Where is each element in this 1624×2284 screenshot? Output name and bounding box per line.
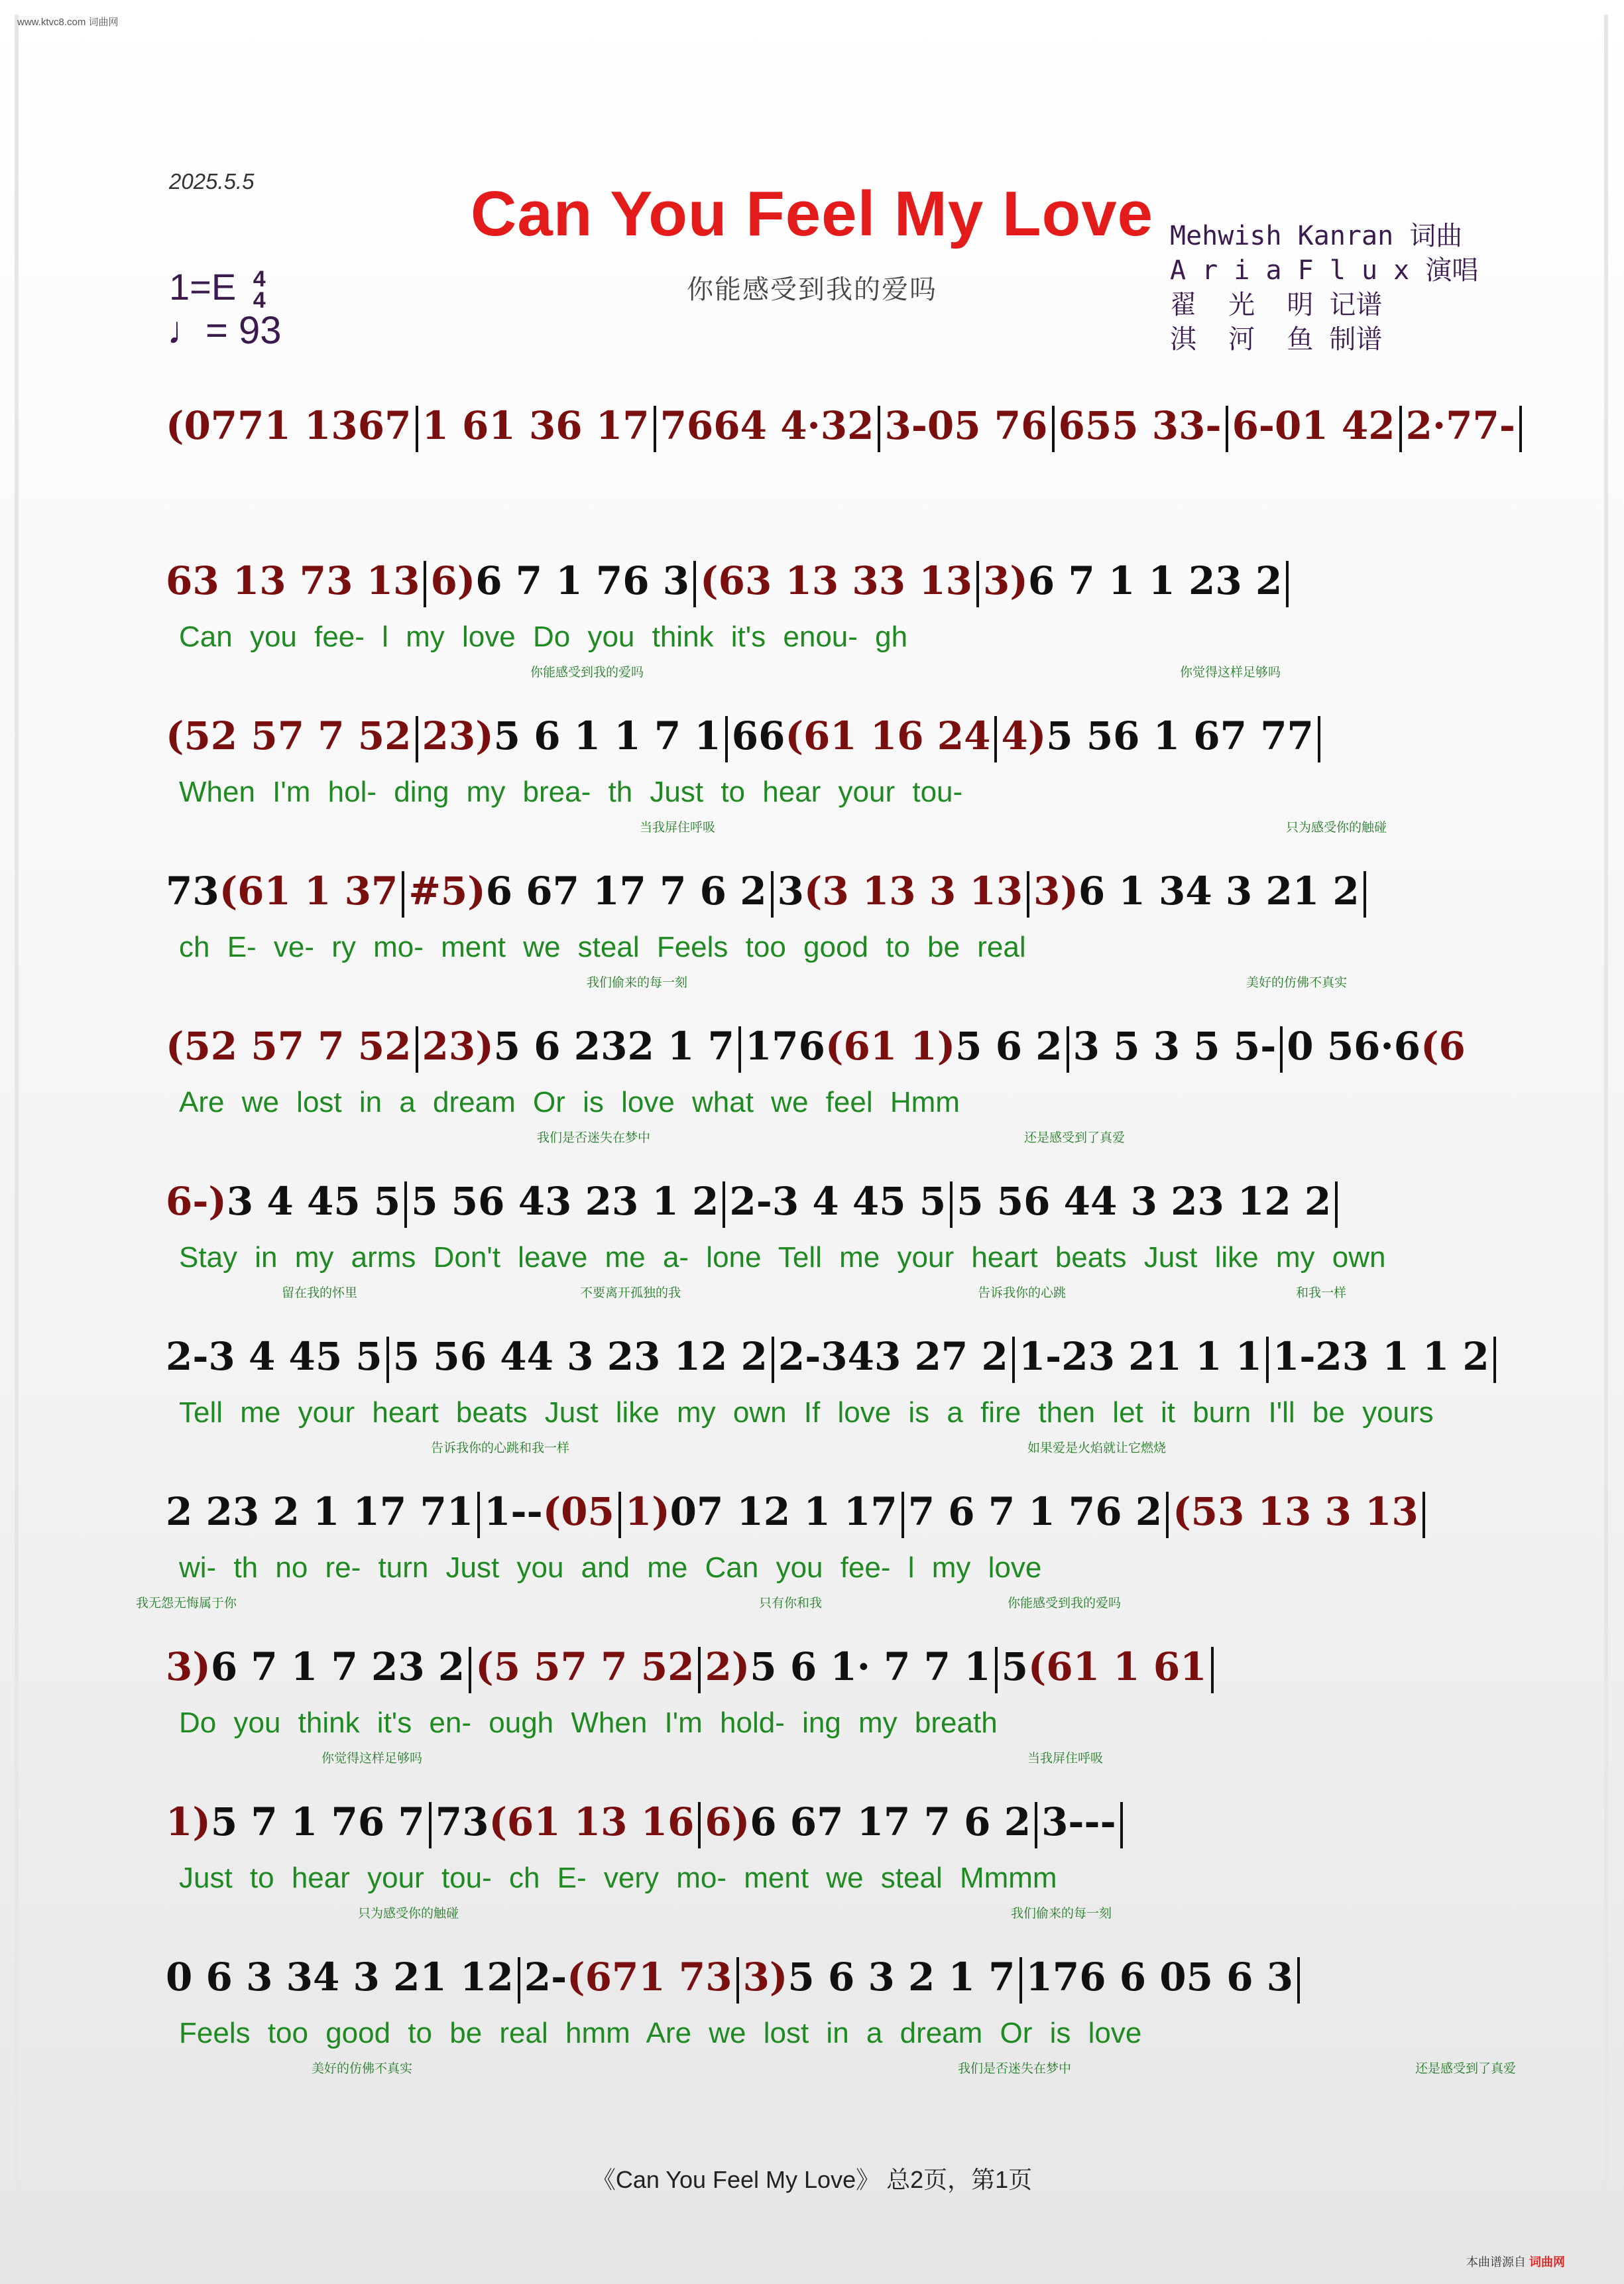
melody-notes: 2-3 4 45 5 <box>729 1179 947 1224</box>
accompaniment-notes: (5 57 7 52 <box>475 1644 695 1689</box>
date: 2025.5.5 <box>169 169 255 194</box>
melody-notes: 2-3 4 45 5 <box>166 1334 382 1379</box>
melody-notes: 73 <box>166 869 219 914</box>
notation-line <box>166 1956 1304 2004</box>
site-logo: www.ktvc8.com 词曲网 <box>17 17 119 28</box>
key-signature <box>169 265 266 314</box>
chinese-translation: 如果爱是火焰就让它燃烧 <box>1027 1441 1167 1455</box>
bar-line <box>424 561 426 607</box>
accompaniment-notes: 3) <box>1033 869 1078 914</box>
accompaniment-notes: 23) <box>422 713 494 758</box>
stamp-left: 本曲谱源自 <box>1466 2255 1526 2269</box>
tempo-marking: ♩= 93 <box>167 309 282 352</box>
accompaniment-notes: 6) <box>705 1799 750 1844</box>
accompaniment-notes: (3 13 3 13 <box>803 869 1023 914</box>
melody-notes: 5 56 44 3 23 12 2 <box>957 1179 1332 1224</box>
bar-line <box>1422 1492 1425 1538</box>
melody-notes: 176 <box>744 1024 826 1069</box>
bar-line <box>1266 1337 1269 1383</box>
melody-notes: 2-343 27 2 <box>778 1334 1008 1379</box>
chinese-translation: 不要离开孤独的我 <box>580 1286 681 1300</box>
accompaniment-notes: (61 1 61 <box>1027 1644 1207 1689</box>
chinese-translation: 当我屏住呼吸 <box>640 820 716 835</box>
accompaniment-notes: 63 13 73 13 <box>166 558 420 603</box>
bar-line <box>1226 406 1228 452</box>
chinese-translation: 只为感受你的触碰 <box>358 1906 459 1921</box>
lyrics-line: Are we lost in a dream Or is love what we feel Hmm <box>179 1086 960 1118</box>
chinese-translation: 我们是否迷失在梦中 <box>537 1130 651 1145</box>
chinese-translation: 只为感受你的触碰 <box>1286 820 1387 835</box>
bar-line <box>1363 871 1366 918</box>
melody-notes: 66 <box>731 713 785 758</box>
bar-line <box>736 1957 739 2004</box>
lyrics-line: ch E- ve- ry mo- ment we steal Feels too good to be real <box>179 931 1026 963</box>
lyrics-line: wi- th no re- turn Just you and me Can you fee- l my love <box>179 1551 1042 1584</box>
key-label: 1=E <box>169 266 237 308</box>
bar-line <box>654 406 656 452</box>
chinese-translation: 还是感受到了真爱 <box>1415 2061 1517 2076</box>
lyrics-line: Stay in my arms Don't leave me a- lone Tell me your heart beats Just like my own <box>179 1241 1386 1274</box>
melody-notes: 5 6 232 1 7 <box>493 1024 734 1069</box>
bar-line <box>901 1492 904 1538</box>
source-stamp <box>1466 2253 1565 2270</box>
melody-notes: 6 7 1 7 23 2 <box>210 1644 465 1689</box>
melody-notes: 5 6 3 2 1 7 <box>787 1954 1015 2000</box>
notation-line <box>166 870 1370 918</box>
page-footer: 《Can You Feel My Love》 总2页，第1页 <box>591 2166 1033 2193</box>
bar-line <box>1067 1026 1069 1073</box>
accompaniment-notes: (63 13 33 13 <box>700 558 973 603</box>
bar-line <box>469 1647 471 1693</box>
bar-line <box>618 1492 621 1538</box>
bar-line <box>1052 406 1055 452</box>
accompaniment-notes: 655 33- <box>1058 403 1222 448</box>
accompaniment-notes: 1 61 36 17 <box>422 403 650 448</box>
bar-line <box>429 1802 432 1848</box>
accompaniment-notes: (6 <box>1421 1024 1466 1069</box>
melody-notes: 1-- <box>484 1489 543 1534</box>
credits <box>1170 219 1478 357</box>
notation-line <box>166 1801 1127 1848</box>
chinese-translation: 我无怨无悔属于你 <box>136 1596 237 1610</box>
melody-notes: 0 6 3 34 3 21 12 <box>166 1954 514 2000</box>
bar-line <box>402 871 404 918</box>
melody-notes: 6 7 1 1 23 2 <box>1027 558 1283 603</box>
chinese-translation: 我们偷来的每一刻 <box>1011 1906 1112 1921</box>
credit-transcriber: 翟 光 明 记谱 <box>1170 290 1383 320</box>
melody-notes: 3 <box>777 869 804 914</box>
bar-line <box>1399 406 1402 452</box>
accompaniment-notes: 1) <box>624 1489 670 1534</box>
accompaniment-notes: 3-05 76 <box>884 403 1048 448</box>
melody-notes: 3 5 3 5 5- <box>1073 1024 1277 1069</box>
melody-notes: 1-23 1 1 2 <box>1272 1334 1489 1379</box>
bar-line <box>878 406 880 452</box>
song-subtitle: 你能感受到我的爱吗 <box>687 274 937 305</box>
bar-line <box>976 561 979 607</box>
chinese-translation: 和我一样 <box>1296 1286 1347 1300</box>
accompaniment-notes: (52 57 7 52 <box>166 713 412 758</box>
melody-notes: 0 56·6 <box>1287 1024 1421 1069</box>
chinese-translation: 留在我的怀里 <box>282 1286 358 1300</box>
bar-line <box>723 1181 725 1228</box>
bar-line <box>950 1181 953 1228</box>
accompaniment-notes: 6-01 42 <box>1232 403 1395 448</box>
notation-line <box>166 1335 1500 1383</box>
chinese-translation: 还是感受到了真爱 <box>1024 1130 1126 1145</box>
melody-notes: 6 7 1 76 3 <box>475 558 690 603</box>
chinese-translation: 我们是否迷失在梦中 <box>958 2061 1072 2076</box>
bar-line <box>738 1026 741 1073</box>
melody-notes: 5 56 44 3 23 12 2 <box>392 1334 768 1379</box>
accompaniment-notes: 3) <box>742 1954 788 2000</box>
bar-line <box>1012 1337 1015 1383</box>
bar-line <box>772 1337 774 1383</box>
notation-line <box>166 560 1293 607</box>
melody-notes: 2 23 2 1 17 71 <box>166 1489 474 1534</box>
bar-line <box>386 1337 389 1383</box>
accompaniment-notes: 2) <box>705 1644 750 1689</box>
melody-notes: 1-23 21 1 1 <box>1018 1334 1262 1379</box>
melody-notes: 5 56 43 23 1 2 <box>411 1179 719 1224</box>
bar-line <box>771 871 774 918</box>
notation-line <box>166 1025 1466 1073</box>
accompaniment-notes: (0771 1367 <box>166 403 412 448</box>
melody-notes: 5 6 2 <box>955 1024 1063 1069</box>
notation-line <box>166 1646 1218 1693</box>
melody-notes: 73 <box>435 1799 489 1844</box>
bar-line <box>725 716 728 762</box>
bar-line <box>1519 406 1522 452</box>
bar-line <box>1211 1647 1214 1693</box>
credit-lyrics-music: Mehwish Kanran 词曲 <box>1170 221 1463 251</box>
accompaniment-notes: 2·77- <box>1405 403 1515 448</box>
chinese-translation: 只有你和我 <box>759 1596 823 1610</box>
accompaniment-notes: 7664 4·32 <box>660 403 874 448</box>
melody-notes: 5 7 1 76 7 <box>210 1799 425 1844</box>
accompaniment-notes: (671 73 <box>567 1954 732 2000</box>
chinese-translation: 美好的仿佛不真实 <box>312 2061 413 2076</box>
melody-notes: 7 6 7 1 76 2 <box>907 1489 1163 1534</box>
melody-notes: 3 4 45 5 <box>226 1179 401 1224</box>
credit-singer: A r i a F l u x 演唱 <box>1170 255 1479 286</box>
melody-notes: 6 1 34 3 21 2 <box>1078 869 1360 914</box>
chinese-translation: 告诉我你的心跳和我一样 <box>431 1441 570 1455</box>
accompaniment-notes: 6) <box>430 558 476 603</box>
bar-line <box>693 561 696 607</box>
melody-notes: 6 67 17 7 6 2 <box>750 1799 1031 1844</box>
accompaniment-notes: 4) <box>1001 713 1047 758</box>
lyrics-line: Tell me your heart beats Just like my own If love is a fire then let it burn I'll be yours <box>179 1396 1434 1429</box>
notation-line <box>166 1490 1429 1538</box>
notation-line <box>166 404 1526 452</box>
accompaniment-notes: (61 1 37 <box>219 869 398 914</box>
melody-notes: 5 6 1 1 7 1 <box>493 713 721 758</box>
chinese-translation: 你能感受到我的爱吗 <box>1008 1596 1122 1610</box>
stamp-right: 词曲网 <box>1529 2255 1566 2269</box>
bar-line <box>1493 1337 1496 1383</box>
bar-line <box>416 716 418 762</box>
melody-notes: 5 <box>1001 1644 1028 1689</box>
melody-notes: 6 67 17 7 6 2 <box>485 869 767 914</box>
melody-notes: 3--- <box>1041 1799 1116 1844</box>
bar-line <box>1019 1957 1022 2004</box>
song-title: Can You Feel My Love <box>470 178 1153 249</box>
lyrics-line: Do you think it's en- ough When I'm hold- ing my breath <box>179 1707 998 1739</box>
accompaniment-notes: 3) <box>166 1644 211 1689</box>
bar-line <box>477 1492 480 1538</box>
chinese-translation: 美好的仿佛不真实 <box>1246 975 1348 990</box>
notation-line <box>166 715 1324 762</box>
bar-line <box>995 1647 998 1693</box>
accompaniment-notes: (61 16 24 <box>785 713 991 758</box>
lyrics-line: Feels too good to be real hmm Are we lost in a dream Or is love <box>179 2017 1142 2049</box>
bar-line <box>1120 1802 1123 1848</box>
bar-line <box>404 1181 407 1228</box>
bar-line <box>1035 1802 1037 1848</box>
chinese-translation: 告诉我你的心跳 <box>978 1286 1067 1300</box>
accompaniment-notes: (61 13 16 <box>489 1799 695 1844</box>
bar-line <box>698 1802 701 1848</box>
credit-engraver: 淇 河 鱼 制谱 <box>1170 324 1383 355</box>
accompaniment-notes: 1) <box>166 1799 211 1844</box>
bar-line <box>1027 871 1029 918</box>
accompaniment-notes: 3) <box>983 558 1028 603</box>
chinese-translation: 你觉得这样足够吗 <box>1180 665 1281 680</box>
accompaniment-notes: (05 <box>542 1489 614 1534</box>
accompaniment-notes: (61 1) <box>825 1024 956 1069</box>
bar-line <box>1280 1026 1283 1073</box>
bar-line <box>994 716 997 762</box>
bar-line <box>1335 1181 1338 1228</box>
chinese-translation: 当我屏住呼吸 <box>1027 1751 1104 1766</box>
lyrics-line: Can you fee- l my love Do you think it's enou- gh <box>179 621 908 653</box>
accompaniment-notes: 6-) <box>166 1179 227 1224</box>
bar-line <box>1318 716 1320 762</box>
accompaniment-notes: (53 13 3 13 <box>1173 1489 1419 1534</box>
lyrics-line: When I'm hol- ding my brea- th Just to hear your tou- <box>179 776 963 808</box>
accompaniment-notes: #5) <box>408 869 486 914</box>
bar-line <box>1166 1492 1169 1538</box>
accompaniment-notes: (52 57 7 52 <box>166 1024 412 1069</box>
time-signature <box>253 267 266 314</box>
melody-notes: 176 6 05 6 3 <box>1025 1954 1294 2000</box>
accompaniment-notes: 23) <box>422 1024 494 1069</box>
chinese-translation: 我们偷来的每一刻 <box>587 975 688 990</box>
bar-line <box>416 406 418 452</box>
chinese-translation: 你觉得这样足够吗 <box>321 1751 423 1766</box>
lyrics-line: Just to hear your tou- ch E- very mo- ment we steal Mmmm <box>179 1862 1057 1894</box>
melody-notes: 07 12 1 17 <box>669 1489 898 1534</box>
melody-notes: 5 6 1· 7 7 1 <box>750 1644 991 1689</box>
time-beats: 4 <box>253 267 266 292</box>
melody-notes: 5 56 1 67 77 <box>1046 713 1314 758</box>
bar-line <box>1297 1957 1300 2004</box>
bar-line <box>518 1957 520 2004</box>
notation-line <box>166 1180 1342 1228</box>
bar-line <box>1286 561 1289 607</box>
time-unit: 4 <box>253 288 266 314</box>
melody-notes: 2- <box>524 1954 567 2000</box>
bar-line <box>698 1647 701 1693</box>
bar-line <box>416 1026 418 1073</box>
chinese-translation: 你能感受到我的爱吗 <box>530 665 644 680</box>
